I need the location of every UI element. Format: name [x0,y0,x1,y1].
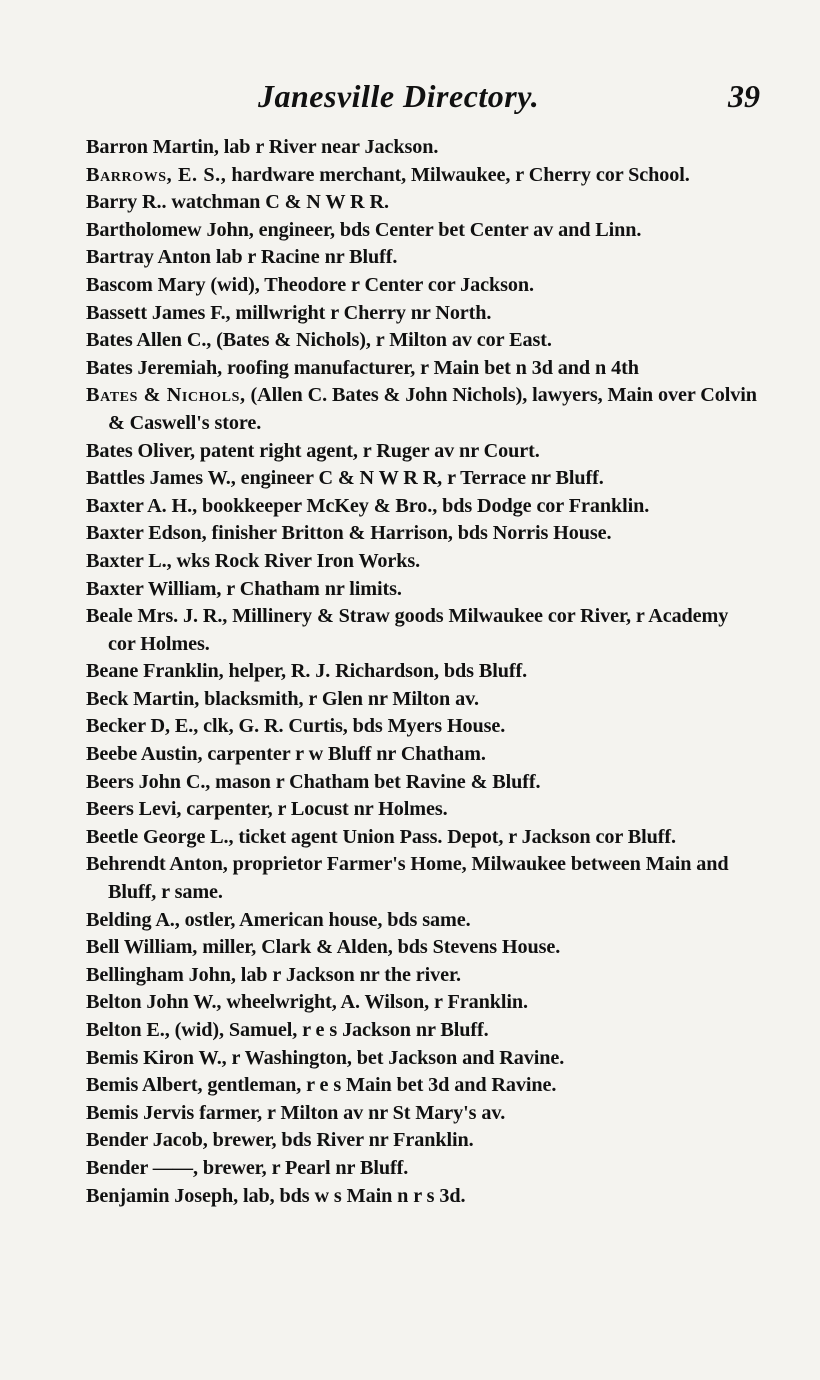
directory-entry [86,217,760,245]
directory-entry [86,327,760,355]
entry-name: Bemis Albert, [86,1074,203,1097]
entry-name: Barrows, E. S., [86,163,227,186]
entry-details: wks Rock River Iron Works. [171,549,421,572]
directory-entry [86,1127,760,1155]
directory-entry [86,741,760,769]
entry-name: Bell William, [86,936,198,959]
entry-name: Beale Mrs. J. R., [86,605,228,628]
directory-entry [86,989,760,1017]
directory-entry [86,520,760,548]
entry-name: Barron Martin, [86,136,219,158]
entry-name: Benjamin Joseph, [86,1184,239,1207]
entry-name: Bassett James F., [86,301,231,324]
directory-entry [86,603,760,658]
entry-details: blacksmith, r Glen nr Milton av. [199,687,479,710]
entry-name: Baxter A. H., [86,494,198,517]
entry-details: wheelwright, A. Wilson, r Franklin. [221,991,528,1014]
entry-name: Belton E., (wid), [86,1019,224,1041]
entry-name: Behrendt Anton, [86,853,228,876]
entry-name: Belton John W., [86,991,222,1014]
directory-entry [86,686,760,714]
entry-details: lab, bds w s Main n r s 3d. [238,1184,466,1207]
directory-entry [86,465,760,493]
entry-details: proprietor Farmer's Home, Milwaukee between Main and Bluff, r same. [108,853,729,904]
entry-name: Beane Franklin, [86,660,224,683]
entry-details: roofing manufacturer, r Main bet n 3d and n 4th [222,356,639,379]
entry-name: Bender ——, [86,1156,198,1179]
running-title: Janesville Directory. [258,78,540,114]
directory-entry [86,907,760,935]
entry-name: Beebe Austin, [86,743,203,766]
page-number: 39 [728,78,760,114]
entry-name: Bates & Nichols, [86,384,246,407]
entry-details: ticket agent Union Pass. Depot, r Jackson cor Bluff. [233,825,676,848]
entry-name: Bascom Mary (wid), [86,273,260,296]
directory-entry [86,438,760,466]
directory-entry [86,1183,760,1211]
entry-name: Barry R.. [86,191,167,214]
entry-name: Bellingham John, [86,963,236,986]
directory-entry [86,824,760,852]
entry-details: carpenter r w Bluff nr Chatham. [202,743,486,766]
entry-name: Beck Martin, [86,687,200,710]
directory-entry [86,576,760,604]
entry-name: Baxter Edson, [86,522,207,545]
directory-entry [86,300,760,328]
directory-entry [86,134,760,162]
entry-details: (Allen C. Bates & John Nichols), lawyers, Main over Colvin & Caswell's store. [108,384,757,434]
directory-entry [86,796,760,824]
entry-name: Beers John C., [86,770,211,793]
entry-details: ostler, American house, bds same. [179,908,471,931]
directory-entry [86,1155,760,1183]
entry-details: mason r Chatham bet Ravine & Bluff. [210,770,541,793]
entry-details: watchman C & N W R R. [166,191,389,214]
entry-details: miller, Clark & Alden, bds Stevens House. [197,936,561,959]
directory-entry [86,1100,760,1128]
directory-entry [86,493,760,521]
entry-name: Bates Jeremiah, [86,356,223,379]
entry-details: gentleman, r e s Main bet 3d and Ravine. [202,1074,557,1097]
directory-entry [86,962,760,990]
entry-name: Battles James W., [86,467,236,490]
directory-entry [86,244,760,272]
entry-details: carpenter, r Locust nr Holmes. [181,798,448,821]
directory-entry [86,162,760,190]
entry-details: helper, R. J. Richardson, bds Bluff. [223,660,528,683]
directory-entry [86,189,760,217]
directory-entry [86,1045,760,1073]
directory-entry [86,934,760,962]
entry-details: Samuel, r e s Jackson nr Bluff. [223,1019,489,1041]
directory-entry [86,355,760,383]
directory-entries [86,134,760,1210]
entry-details: clk, G. R. Curtis, bds Myers House. [198,715,506,738]
entry-name: Bates Oliver, [86,439,195,462]
entry-name: Beers Levi, [86,798,182,821]
directory-entry [86,851,760,906]
directory-entry [86,1072,760,1100]
entry-details: lab r Jackson nr the river. [235,963,461,986]
entry-details: brewer, r Pearl nr Bluff. [197,1156,409,1179]
entry-name: Bemis Jervis [86,1101,195,1124]
entry-details: lab r Racine nr Bluff. [210,246,398,269]
directory-entry [86,1017,760,1045]
entry-details: farmer, r Milton av nr St Mary's av. [194,1101,506,1124]
entry-name: Bemis Kiron W., [86,1046,227,1069]
entry-details: lab r River near Jackson. [218,136,439,158]
entry-details: finisher Britton & Harrison, bds Norris House. [206,522,612,545]
entry-name: Belding A., [86,908,180,931]
page-header [86,78,760,130]
entry-name: Baxter William, [86,577,222,600]
entry-details: hardware merchant, Milwaukee, r Cherry cor School. [226,163,690,186]
directory-entry [86,272,760,300]
entry-details: engineer C & N W R R, r Terrace nr Bluff. [235,467,604,490]
directory-entry [86,382,760,437]
entry-details: engineer, bds Center bet Center av and Linn. [253,218,642,241]
directory-entry [86,548,760,576]
entry-name: Bartray Anton [86,246,211,269]
entry-name: Becker D, E., [86,715,199,738]
entry-name: Bates Allen C., [86,329,212,352]
directory-entry [86,769,760,797]
entry-details: Theodore r Center cor Jackson. [259,273,534,296]
directory-entry [86,713,760,741]
entry-name: Baxter L., [86,549,172,572]
entry-details: patent right agent, r Ruger av nr Court. [194,439,540,462]
entry-name: Bender Jacob, [86,1129,208,1152]
entry-name: Beetle George L., [86,825,234,848]
entry-details: (Bates & Nichols), r Milton av cor East. [211,329,552,352]
entry-details: r Chatham nr limits. [221,577,402,600]
entry-details: millwright r Cherry nr North. [230,301,492,324]
entry-details: r Washington, bet Jackson and Ravine. [226,1046,565,1069]
directory-entry [86,658,760,686]
entry-name: Bartholomew John, [86,218,254,241]
entry-details: brewer, bds River nr Franklin. [207,1129,474,1152]
entry-details: bookkeeper McKey & Bro., bds Dodge cor Franklin. [197,494,650,517]
entry-details: Millinery & Straw goods Milwaukee cor River, r Academy cor Holmes. [108,605,729,655]
